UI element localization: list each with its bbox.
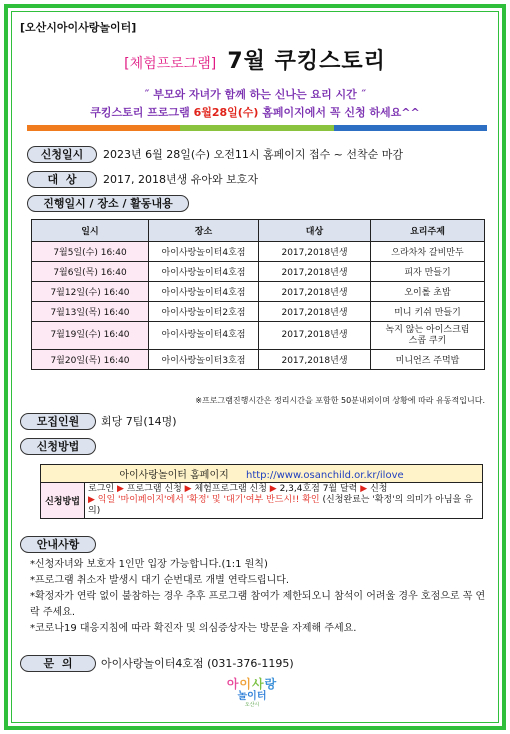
color-bar-orange [27,125,180,131]
list-item: *코로나19 대응지침에 따라 확진자 및 의심증상자는 방문을 자제해 주세요. [30,623,357,634]
schedule-cell-topic: 오이롤 초밥 [371,282,485,302]
apply-date-value: 2023년 6월 28일(수) 오전11시 홈페이지 접수 ~ 선착순 마감 [103,148,404,161]
schedule-footnote: ※프로그램진행시간은 정리시간을 포함한 50분내외이며 상황에 따라 유동적입니다. [195,396,485,405]
schedule-cell-topic: 으라차차 갈비만두 [371,242,485,262]
apply-site-cell [41,465,483,483]
subtitle: ˝ 부모와 자녀가 함께 하는 신나는 요리 시간 ˝ [143,88,367,101]
brand-label: [오산시아이사랑놀이터] [20,21,137,34]
schedule-header-datetime: 일시 [32,220,149,242]
schedule-header-topic: 요리주제 [371,220,485,242]
contact-value: 아이사랑놀이터4호점 (031-376-1195) [101,657,294,670]
table-row [32,322,485,350]
table-row [32,350,485,370]
schedule-header-place: 장소 [149,220,259,242]
apply-method-label: 신청방법 [41,483,85,519]
schedule-header-target: 대상 [259,220,371,242]
table-row [32,242,485,262]
apply-method-steps [85,483,483,519]
table-row [32,282,485,302]
logo-char: 아 [226,677,240,691]
arrow-right-icon: ▶ [88,495,95,505]
list-item: *신청자녀와 보호자 1인만 입장 가능합니다.(1:1 원칙) [30,559,268,570]
arrow-right-icon: ▶ [269,484,277,494]
brand-logo [214,677,290,713]
apply-site-label: 아이사랑놀이터 홈페이지 [119,470,229,481]
recruit-label: 모집인원 [20,413,96,430]
guide-list [30,557,486,637]
contact-label: 문 의 [20,655,96,672]
title-main: 7월 쿠킹스토리 [227,49,386,74]
arrow-right-icon: ▶ [184,484,192,494]
list-item: *프로그램 취소자 발생시 대기 순번대로 개별 연락드립니다. [30,575,290,586]
guide-label: 안내사항 [20,536,96,553]
apply-site-row [41,465,483,483]
schedule-header-row [32,220,485,242]
method-label: 신청방법 [20,438,96,455]
apply-step: 로그인 [88,484,115,494]
logo-line-3: 오산시 [244,702,260,708]
schedule-cell-target: 2017,2018년생 [259,302,371,322]
schedule-cell-topic: 미니언즈 주먹밥 [371,350,485,370]
apply-site-link[interactable]: http://www.osanchild.or.kr/ilove [245,470,404,481]
title-tag: [체험프로그램] [124,56,217,72]
schedule-cell-datetime: 7월13일(목) 16:40 [32,302,149,322]
color-bar [27,125,487,131]
apply-step: 프로그램 신청 [126,484,182,494]
notice-date: 6월28일(수) [193,106,259,119]
apply-date-label: 신청일시 [27,146,97,163]
logo-char: 사 [252,677,265,691]
apply-step: 신청 [370,484,388,494]
schedule-cell-target: 2017,2018년생 [259,350,371,370]
arrow-right-icon: ▶ [360,484,368,494]
schedule-cell-target: 2017,2018년생 [259,242,371,262]
apply-table [40,464,483,519]
list-item: *확정자가 연락 없이 불참하는 경우 추후 프로그램 참여가 제한되오니 참석이 어려울 경우 호점으로 꼭 연락 주세요. [30,591,486,618]
schedule-cell-datetime: 7월6일(목) 16:40 [32,262,149,282]
schedule-cell-place: 아이사랑놀이터4호점 [149,282,259,302]
apply-check-note: (신청완료는 '확정'의 의미가 아님을 유의) [88,495,473,516]
recruit-value: 회당 7팀(14명) [101,415,177,428]
schedule-cell-datetime: 7월5일(수) 16:40 [32,242,149,262]
schedule-cell-datetime: 7월19일(수) 16:40 [32,322,149,350]
schedule-cell-place: 아이사랑놀이터2호점 [149,302,259,322]
arrow-right-icon: ▶ [116,484,124,494]
schedule-cell-place: 아이사랑놀이터3호점 [149,350,259,370]
target-label: 대 상 [27,171,97,188]
color-bar-green [180,125,333,131]
logo-char: 랑 [264,677,278,691]
notice-line [0,104,510,120]
color-bar-blue [334,125,487,131]
schedule-cell-datetime: 7월12일(수) 16:40 [32,282,149,302]
schedule-cell-target: 2017,2018년생 [259,282,371,302]
schedule-cell-topic: 녹지 않는 아이스크림 스콥 쿠키 [371,322,485,350]
schedule-cell-datetime: 7월20일(목) 16:40 [32,350,149,370]
apply-check-warning: 익일 '마이페이지'에서 '확정' 및 '대기'여부 반드시!! 확인 [97,495,320,505]
notice-before: 쿠킹스토리 프로그램 [90,106,194,119]
schedule-cell-target: 2017,2018년생 [259,262,371,282]
apply-step: 체험프로그램 신청 [194,484,267,494]
logo-line-2: 놀이터 [237,691,267,702]
logo-char: 이 [239,677,252,691]
schedule-table [31,219,485,370]
target-value: 2017, 2018년생 유아와 보호자 [103,173,258,186]
logo-line-1 [214,677,290,691]
table-row [32,262,485,282]
notice-after: 홈페이지에서 꼭 신청 하세요^^ [258,106,420,119]
table-row [32,302,485,322]
poster-title [0,44,510,75]
schedule-cell-topic: 미니 키쉬 만들기 [371,302,485,322]
schedule-cell-place: 아이사랑놀이터4호점 [149,242,259,262]
schedule-cell-target: 2017,2018년생 [259,322,371,350]
schedule-cell-place: 아이사랑놀이터4호점 [149,262,259,282]
apply-method-row [41,483,483,519]
apply-step: 2,3,4호점 7월 달력 [279,484,358,494]
schedule-cell-topic: 피자 만들기 [371,262,485,282]
schedule-label: 진행일시 / 장소 / 활동내용 [27,195,189,212]
schedule-cell-place: 아이사랑놀이터4호점 [149,322,259,350]
